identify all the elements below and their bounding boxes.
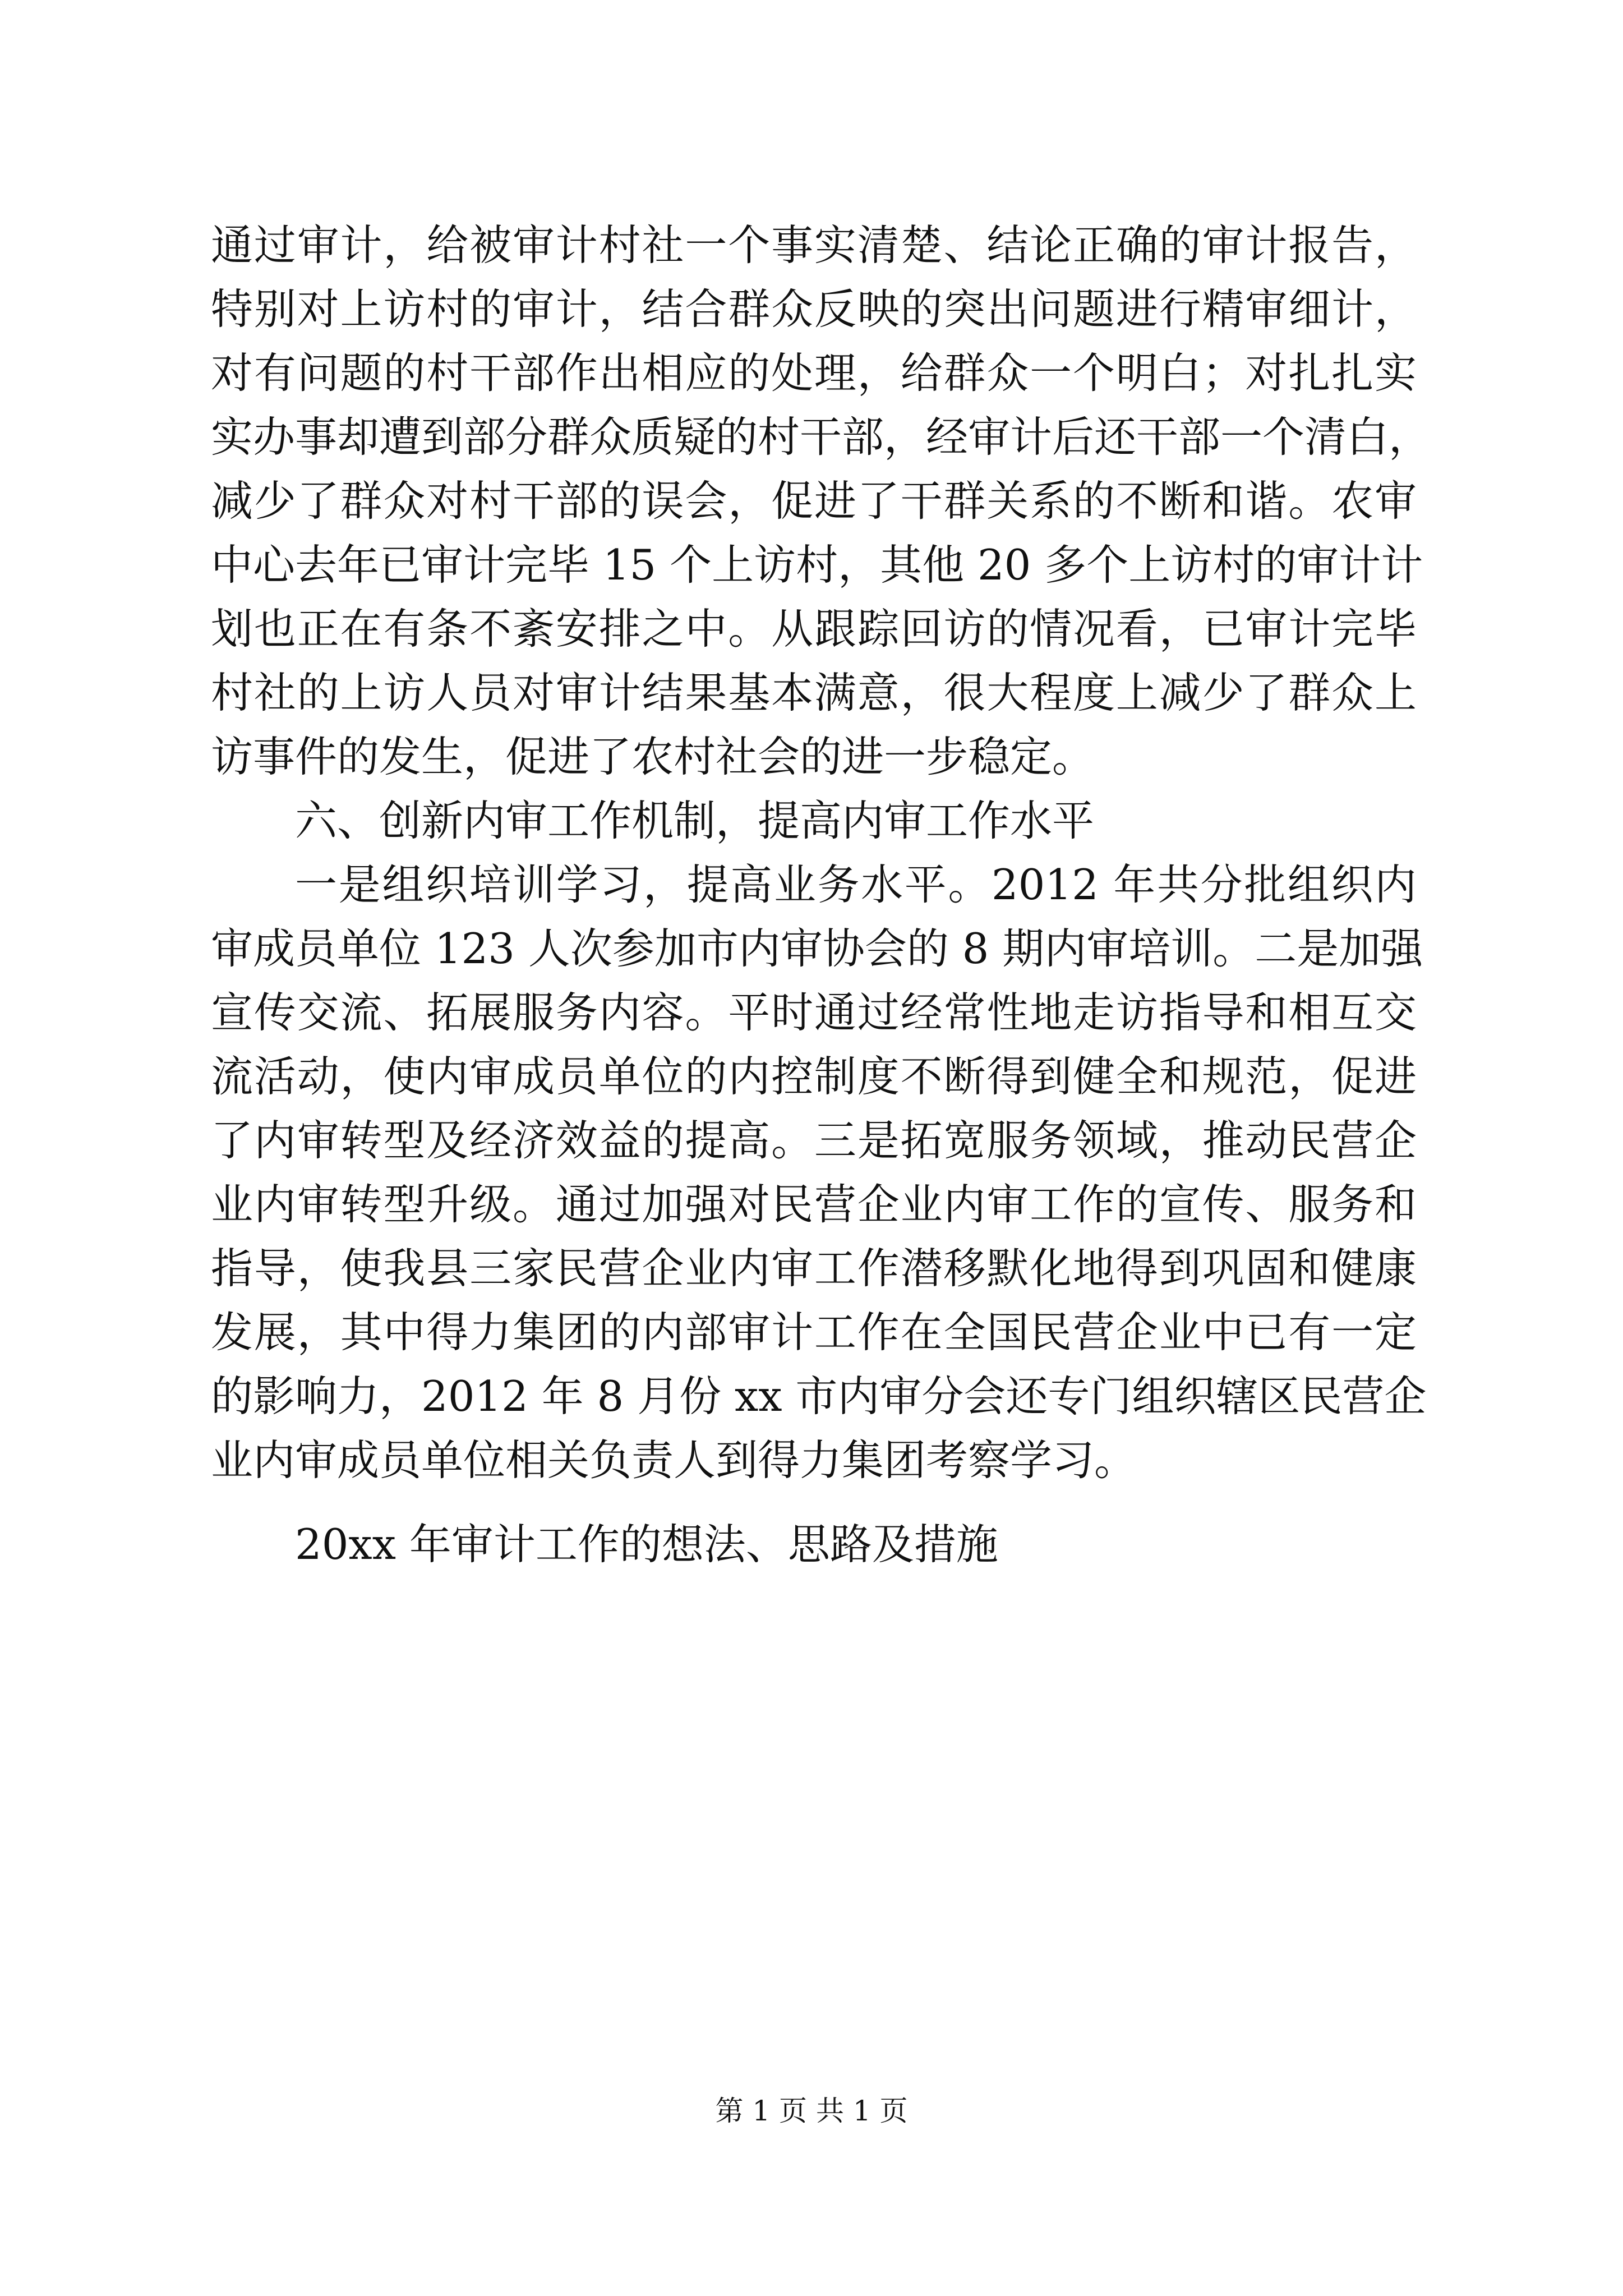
paragraph-line: 业内审成员单位相关负责人到得力集团考察学习。 [211, 1435, 1137, 1485]
paragraph-line: 划也正在有条不紊安排之中。从跟踪回访的情况看，已审计完毕 [211, 604, 1417, 654]
section-heading: 20xx 年审计工作的想法、思路及措施 [295, 1520, 998, 1569]
paragraph-line: 了内审转型及经济效益的提高。三是拓宽服务领域，推动民营企 [211, 1116, 1417, 1165]
paragraph-line: 指导，使我县三家民营企业内审工作潜移默化地得到巩固和健康 [211, 1244, 1417, 1293]
section-heading: 六、创新内审工作机制，提高内审工作水平 [295, 796, 1095, 845]
paragraph-line: 审成员单位 123 人次参加市内审协会的 8 期内审培训。二是加强 [211, 924, 1423, 973]
document-body [211, 213, 1431, 1576]
paragraph-line: 的影响力，2012 年 8 月份 xx 市内审分会还专门组织辖区民营企 [211, 1372, 1427, 1421]
paragraph-line: 访事件的发生，促进了农村社会的进一步稳定。 [211, 732, 1095, 781]
paragraph-line: 通过审计，给被审计村社一个事实清楚、结论正确的审计报告， [211, 220, 1417, 270]
paragraph-line: 流活动，使内审成员单位的内控制度不断得到健全和规范，促进 [211, 1052, 1417, 1101]
page-number-footer: 第 1 页 共 1 页 [715, 2095, 908, 2127]
paragraph-line: 减少了群众对村干部的误会，促进了干群关系的不断和谐。农审 [211, 476, 1417, 526]
paragraph-line: 业内审转型升级。通过加强对民营企业内审工作的宣传、服务和 [211, 1180, 1417, 1229]
paragraph-line: 一是组织培训学习，提高业务水平。2012 年共分批组织内 [295, 860, 1417, 909]
paragraph-line: 发展，其中得力集团的内部审计工作在全国民营企业中已有一定 [211, 1308, 1417, 1357]
paragraph-line: 实办事却遭到部分群众质疑的村干部，经审计后还干部一个清白， [211, 412, 1431, 462]
paragraph-line: 对有问题的村干部作出相应的处理，给群众一个明白；对扎扎实 [211, 348, 1417, 398]
paragraph-line: 中心去年已审计完毕 15 个上访村，其他 20 多个上访村的审计计 [211, 540, 1423, 590]
paragraph-line: 宣传交流、拓展服务内容。平时通过经常性地走访指导和相互交 [211, 988, 1417, 1037]
paragraph-line: 村社的上访人员对审计结果基本满意，很大程度上减少了群众上 [211, 668, 1417, 717]
paragraph-line: 特别对上访村的审计，结合群众反映的突出问题进行精审细计， [211, 284, 1417, 334]
